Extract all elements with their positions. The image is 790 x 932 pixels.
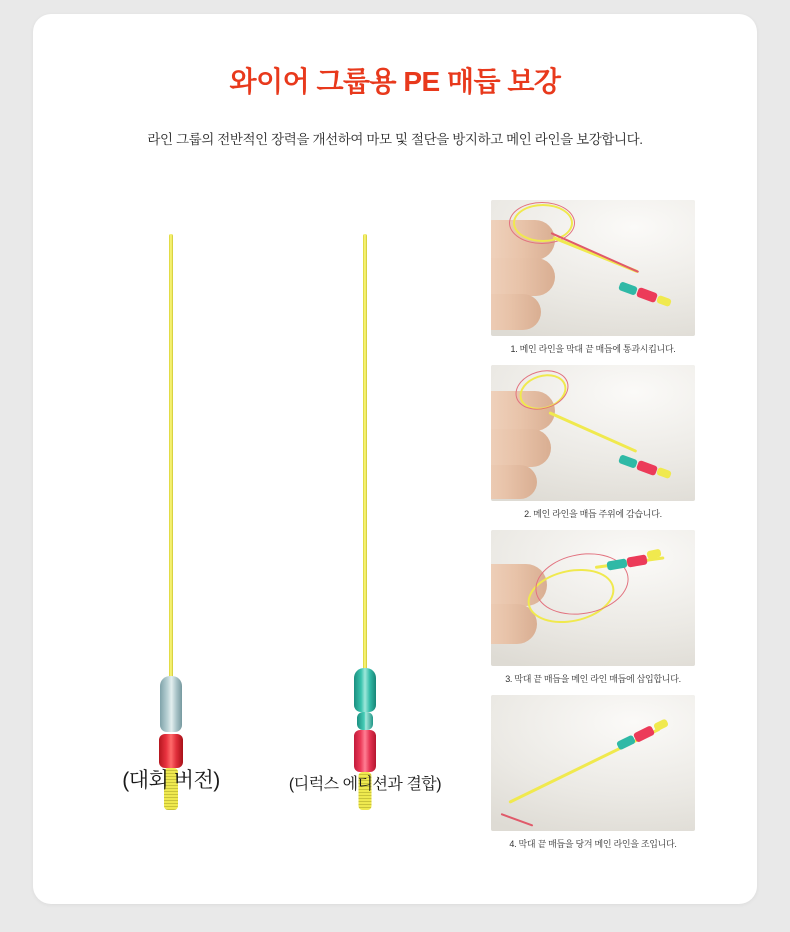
- finger: [491, 294, 541, 330]
- pink-bead: [354, 730, 376, 772]
- step-item: [491, 530, 721, 685]
- finger: [491, 258, 555, 296]
- step-item: [491, 365, 721, 520]
- step-caption: 4. 막대 끝 매듭을 당겨 메인 라인을 조입니다.: [509, 839, 677, 849]
- teal-cone-sleeve: [354, 668, 376, 712]
- red-bead: [159, 734, 183, 768]
- page-title: 와이어 그룹용 PE 매듭 보강: [229, 66, 561, 97]
- step-caption: 3. 막대 끝 매듭을 메인 라인 매듭에 삽입합니다.: [505, 674, 681, 684]
- specimen-label: (디럭스 에디션과 결합): [288, 776, 442, 793]
- steps-column: [491, 200, 721, 860]
- step-photo-2: [491, 365, 695, 501]
- document-page: [33, 14, 757, 904]
- step-photo-3: [491, 530, 695, 666]
- product-showcase: [53, 194, 473, 834]
- step-caption: 1. 메인 라인을 막대 끝 매듭에 통과시킵니다.: [510, 344, 676, 354]
- specimen-label: (대회 버전): [122, 769, 220, 792]
- knot-assembly-illustration: [335, 234, 395, 754]
- specimen-tournament-version: [81, 194, 261, 794]
- step-caption: 2. 메인 라인을 매듭 주위에 감습니다.: [524, 509, 662, 519]
- knot-assembly-illustration: [141, 234, 201, 754]
- main-line: [169, 234, 173, 684]
- cone-sleeve: [160, 676, 182, 732]
- step-photo-1: [491, 200, 695, 336]
- teal-band: [357, 712, 373, 730]
- finger: [491, 429, 551, 467]
- page-subtitle: 라인 그룹의 전반적인 장력을 개선하여 마모 및 절단을 방지하고 메인 라인을 보강합니다.: [147, 132, 643, 147]
- main-line: [363, 234, 367, 676]
- step-photo-4: [491, 695, 695, 831]
- step-item: [491, 200, 721, 355]
- specimen-deluxe-combo: [275, 194, 455, 794]
- finger: [491, 465, 537, 499]
- step-item: [491, 695, 721, 850]
